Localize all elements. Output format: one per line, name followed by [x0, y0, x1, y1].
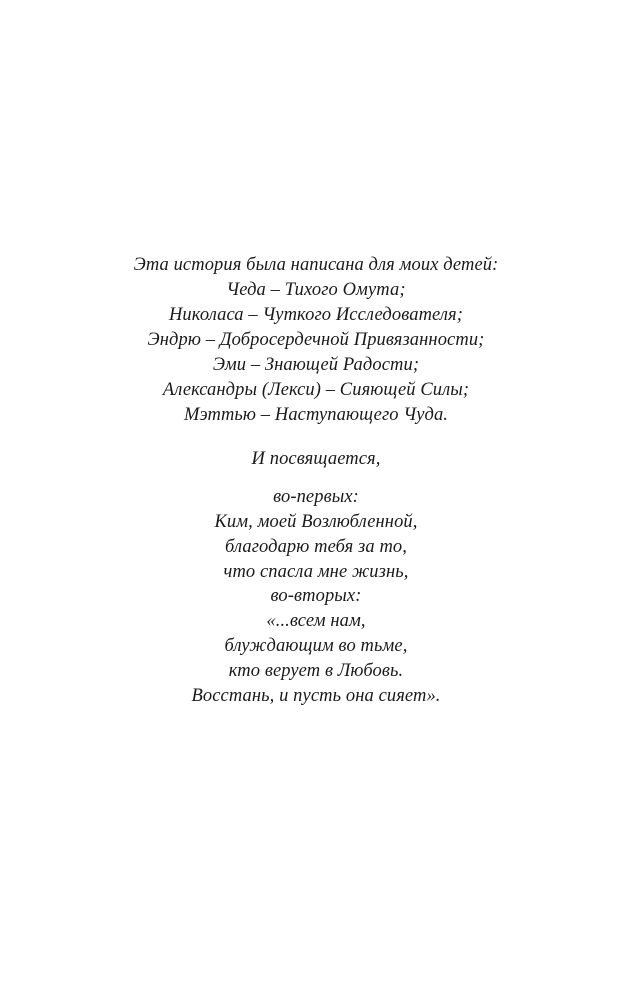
child-line: Николаса – Чуткого Исследователя; — [168, 305, 464, 325]
dedication-heading-block — [0, 447, 632, 472]
children-dedication-list — [0, 253, 632, 428]
dedication-heading: И посвящается, — [251, 449, 381, 469]
children-intro: Эта история была написана для моих детей: — [133, 255, 499, 275]
dedication-second-label: во-вторых: — [270, 586, 362, 606]
child-line: Чеда – Тихого Омута; — [226, 280, 406, 300]
child-line: Эми – Знающей Радости; — [212, 355, 420, 375]
dedication-second-line: Восстань, и пусть она сияет». — [191, 686, 441, 706]
dedication-second-line: «...всем нам, — [266, 611, 366, 631]
dedication-first-block — [0, 485, 632, 585]
dedication-first-line: что спасла мне жизнь, — [223, 562, 409, 582]
dedication-second-block — [0, 584, 632, 709]
child-line: Эндрю – Добросердечной Привязанности; — [147, 330, 485, 350]
dedication-first-line: Ким, моей Возлюбленной, — [214, 512, 418, 532]
dedication-first-label: во-первых: — [273, 487, 359, 507]
child-line: Мэттью – Наступающего Чуда. — [183, 405, 449, 425]
dedication-second-line: блуждающим во тьме, — [224, 636, 408, 656]
child-line: Александры (Лекси) – Сияющей Силы; — [162, 380, 470, 400]
dedication-first-line: благодарю тебя за то, — [225, 537, 407, 557]
dedication-second-line: кто верует в Любовь. — [228, 661, 404, 681]
